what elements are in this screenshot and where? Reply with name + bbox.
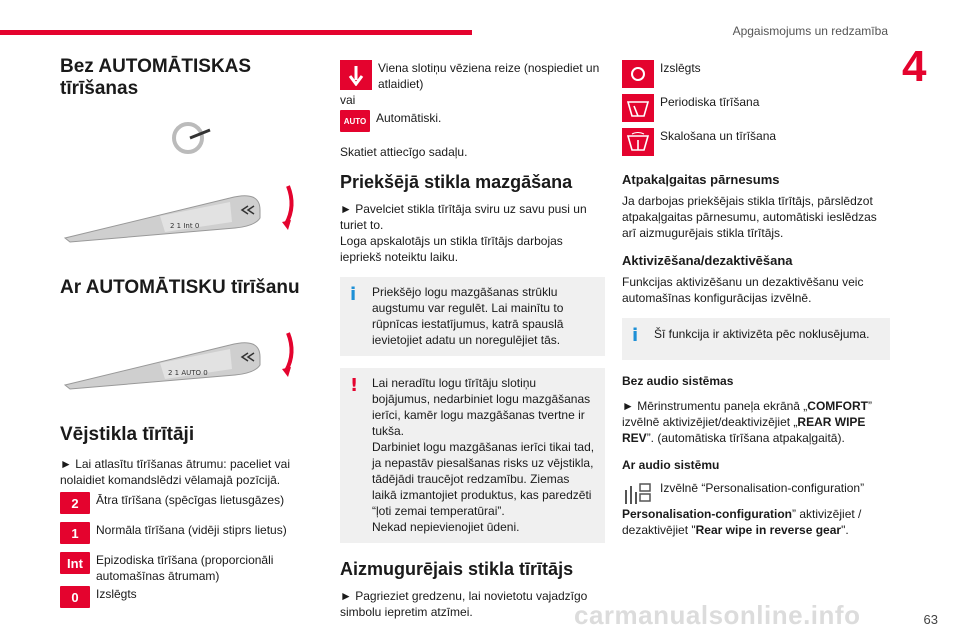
warning-note xyxy=(340,368,605,543)
info-icon: i xyxy=(350,284,357,305)
audio-text-part: ". xyxy=(841,523,849,537)
rear-mode-row xyxy=(622,128,890,156)
rear-mode-text: Izslēgts xyxy=(660,61,701,75)
rear-wash-wipe-icon xyxy=(622,128,654,156)
column-middle xyxy=(340,60,605,620)
reverse-text: Ja darbojas priekšējais stikla tīrītājs, pārslēdzot atpakaļgaitas pārnesumu, automātiski ieslēdzas arī aizmugurējais stikla tīrītājs. xyxy=(622,194,877,240)
rear-wipe-reverse-label: Rear wipe in reverse gear xyxy=(695,523,842,537)
single-wipe-down-icon xyxy=(340,60,372,90)
svg-text:2 1 Int 0: 2 1 Int 0 xyxy=(170,222,200,230)
rear-wiper-text: ► Pagrieziet gredzenu, lai novietotu vajadzīgo simbolu iepretim atzīmei. xyxy=(340,589,588,619)
heading-no-audio: Bez audio sistēmas xyxy=(622,374,734,388)
activation-text: Funkcijas aktivizēšanu un dezaktivēšanu veic automašīnas konfigurācijas izvēlnē. xyxy=(622,275,864,305)
heading-activation: Aktivizēšana/dezaktivēšana xyxy=(622,253,793,268)
wiper-stalk-auto-illustration xyxy=(60,313,300,393)
speed-badge-int: Int xyxy=(60,552,90,574)
section-title: Apgaismojums un redzamība xyxy=(732,24,888,38)
column-right xyxy=(622,60,890,538)
see-section-text: Skatiet attiecīgo sadaļu. xyxy=(340,145,468,159)
column-left xyxy=(60,56,300,614)
rear-wiper-off-icon xyxy=(622,60,654,88)
auto-row xyxy=(340,110,605,132)
speed-badge-2: 2 xyxy=(60,492,90,514)
wiper-stalk-manual-illustration xyxy=(60,166,300,246)
heading-with-audio: Ar audio sistēmu xyxy=(622,458,720,472)
rear-wiper-intermittent-icon xyxy=(622,94,654,122)
speed-text: Izslēgts xyxy=(96,587,137,601)
audio-intro-text: Izvēlnē “Personalisation-configuration” xyxy=(660,481,865,495)
no-audio-text-part: ”. (automātiska tīrīšana atpakaļgaitā). xyxy=(646,431,845,445)
watermark: carmanualsonline.info xyxy=(574,600,861,630)
activation-note-text: Šī funkcija ir aktivizēta pēc noklusējuma. xyxy=(654,327,870,341)
warning-note-text: Lai neradītu logu tīrītāju slotiņu bojājumus, nedarbiniet logu mazgāšanas ierīci, kamēr logu mazgāšanas tvertne ir tukša. Darbiniet logu mazgāšanas ierīci tikai tad, ja nepastāv piesalšanas risks uz vējstikla, tādējādi traucējot redzamību. Ziemas laikā izmantojiet produktus, kas paredzēti “ļoti zemai temperatūrai”. Nekad nepievienojiet ūdeni. xyxy=(372,376,595,534)
rear-mode-text: Periodiska tīrīšana xyxy=(660,95,760,109)
heading-windscreen-wipers: Vējstikla tīrītāji xyxy=(60,424,195,445)
audio-text xyxy=(622,506,890,538)
info-note-text: Priekšējo logu mazgāšanas strūklu augstumu var regulēt. Lai mainītu to rūpnīcas iestatījumus, katrā spauslā ievietojiet adatu un noregulējiet tās. xyxy=(372,285,564,347)
heading-rear-wiper: Aizmugurējais stikla tīrītājs xyxy=(340,559,574,579)
speed-text: Normāla tīrīšana (vidēji stiprs lietus) xyxy=(96,523,287,537)
single-wipe-text: Viena slotiņu vēziena reize (nospiediet un atlaidiet) xyxy=(378,61,600,91)
warning-icon: ! xyxy=(350,375,359,396)
rear-mode-row xyxy=(622,60,890,88)
activation-info-note xyxy=(622,318,890,360)
steering-wheel-illustration xyxy=(60,116,300,166)
heading-manual-wiping: Bez AUTOMĀTISKAS tīrīšanas xyxy=(60,56,252,99)
no-audio-text-part: ► Mērinstrumentu paneļa ekrānā „ xyxy=(622,399,808,413)
personalisation-menu-label: Personalisation-configuration xyxy=(622,507,793,521)
speed-badge-1: 1 xyxy=(60,522,90,544)
front-wash-text: ► Pavelciet stikla tīrītāja sviru uz savu pusi un turiet to. Loga apskalotājs un stikla tīrītājs darbojas iepriekš noteiktu laiku. xyxy=(340,202,587,264)
speed-row xyxy=(60,552,300,584)
heading-reverse-gear: Atpakaļgaitas pārnesums xyxy=(622,172,780,187)
auto-badge-icon: AUTO xyxy=(340,110,370,132)
page-number: 63 xyxy=(923,612,938,627)
settings-menu-icon xyxy=(622,480,654,506)
no-audio-text xyxy=(622,398,890,446)
speed-badge-0: 0 xyxy=(60,586,90,608)
chapter-number: 4 xyxy=(902,42,927,91)
single-wipe-row xyxy=(340,60,605,92)
rear-mode-row xyxy=(622,94,890,122)
wipers-intro-text: ► Lai atlasītu tīrīšanas ātrumu: paceliet vai nolaidiet komandslēdzi vēlamajā pozīcijā. xyxy=(60,457,290,487)
heading-auto-wiping: Ar AUTOMĀTISKU tīrīšanu xyxy=(60,277,300,298)
speed-text: Epizodiska tīrīšana (proporcionāli automašīnas ātrumam) xyxy=(96,553,274,583)
header-accent-bar xyxy=(0,30,472,35)
audio-text-part: ” aktivizējiet / dezaktivējiet " xyxy=(622,507,862,537)
steering-wheel-icon xyxy=(60,116,300,166)
comfort-menu-label: COMFORT xyxy=(807,399,868,413)
speed-row xyxy=(60,522,300,544)
no-audio-text-part: ” izvēlnē aktivizējiet/deaktivizējiet „ xyxy=(622,399,872,429)
auto-text: Automātiski. xyxy=(376,111,442,125)
rear-mode-text: Skalošana un tīrīšana xyxy=(660,129,777,143)
speed-row xyxy=(60,586,300,608)
rear-wipe-rev-label: REAR WIPE REV xyxy=(622,415,866,445)
heading-front-wash: Priekšējā stikla mazgāšana xyxy=(340,172,573,192)
or-text: vai xyxy=(340,93,356,107)
speed-text: Ātra tīrīšana (spēcīgas lietusgāzes) xyxy=(96,493,285,507)
svg-text:2 1 AUTO 0: 2 1 AUTO 0 xyxy=(168,369,208,377)
info-note xyxy=(340,277,605,356)
audio-row xyxy=(622,480,890,506)
speed-row xyxy=(60,492,300,514)
info-icon: i xyxy=(632,325,639,346)
